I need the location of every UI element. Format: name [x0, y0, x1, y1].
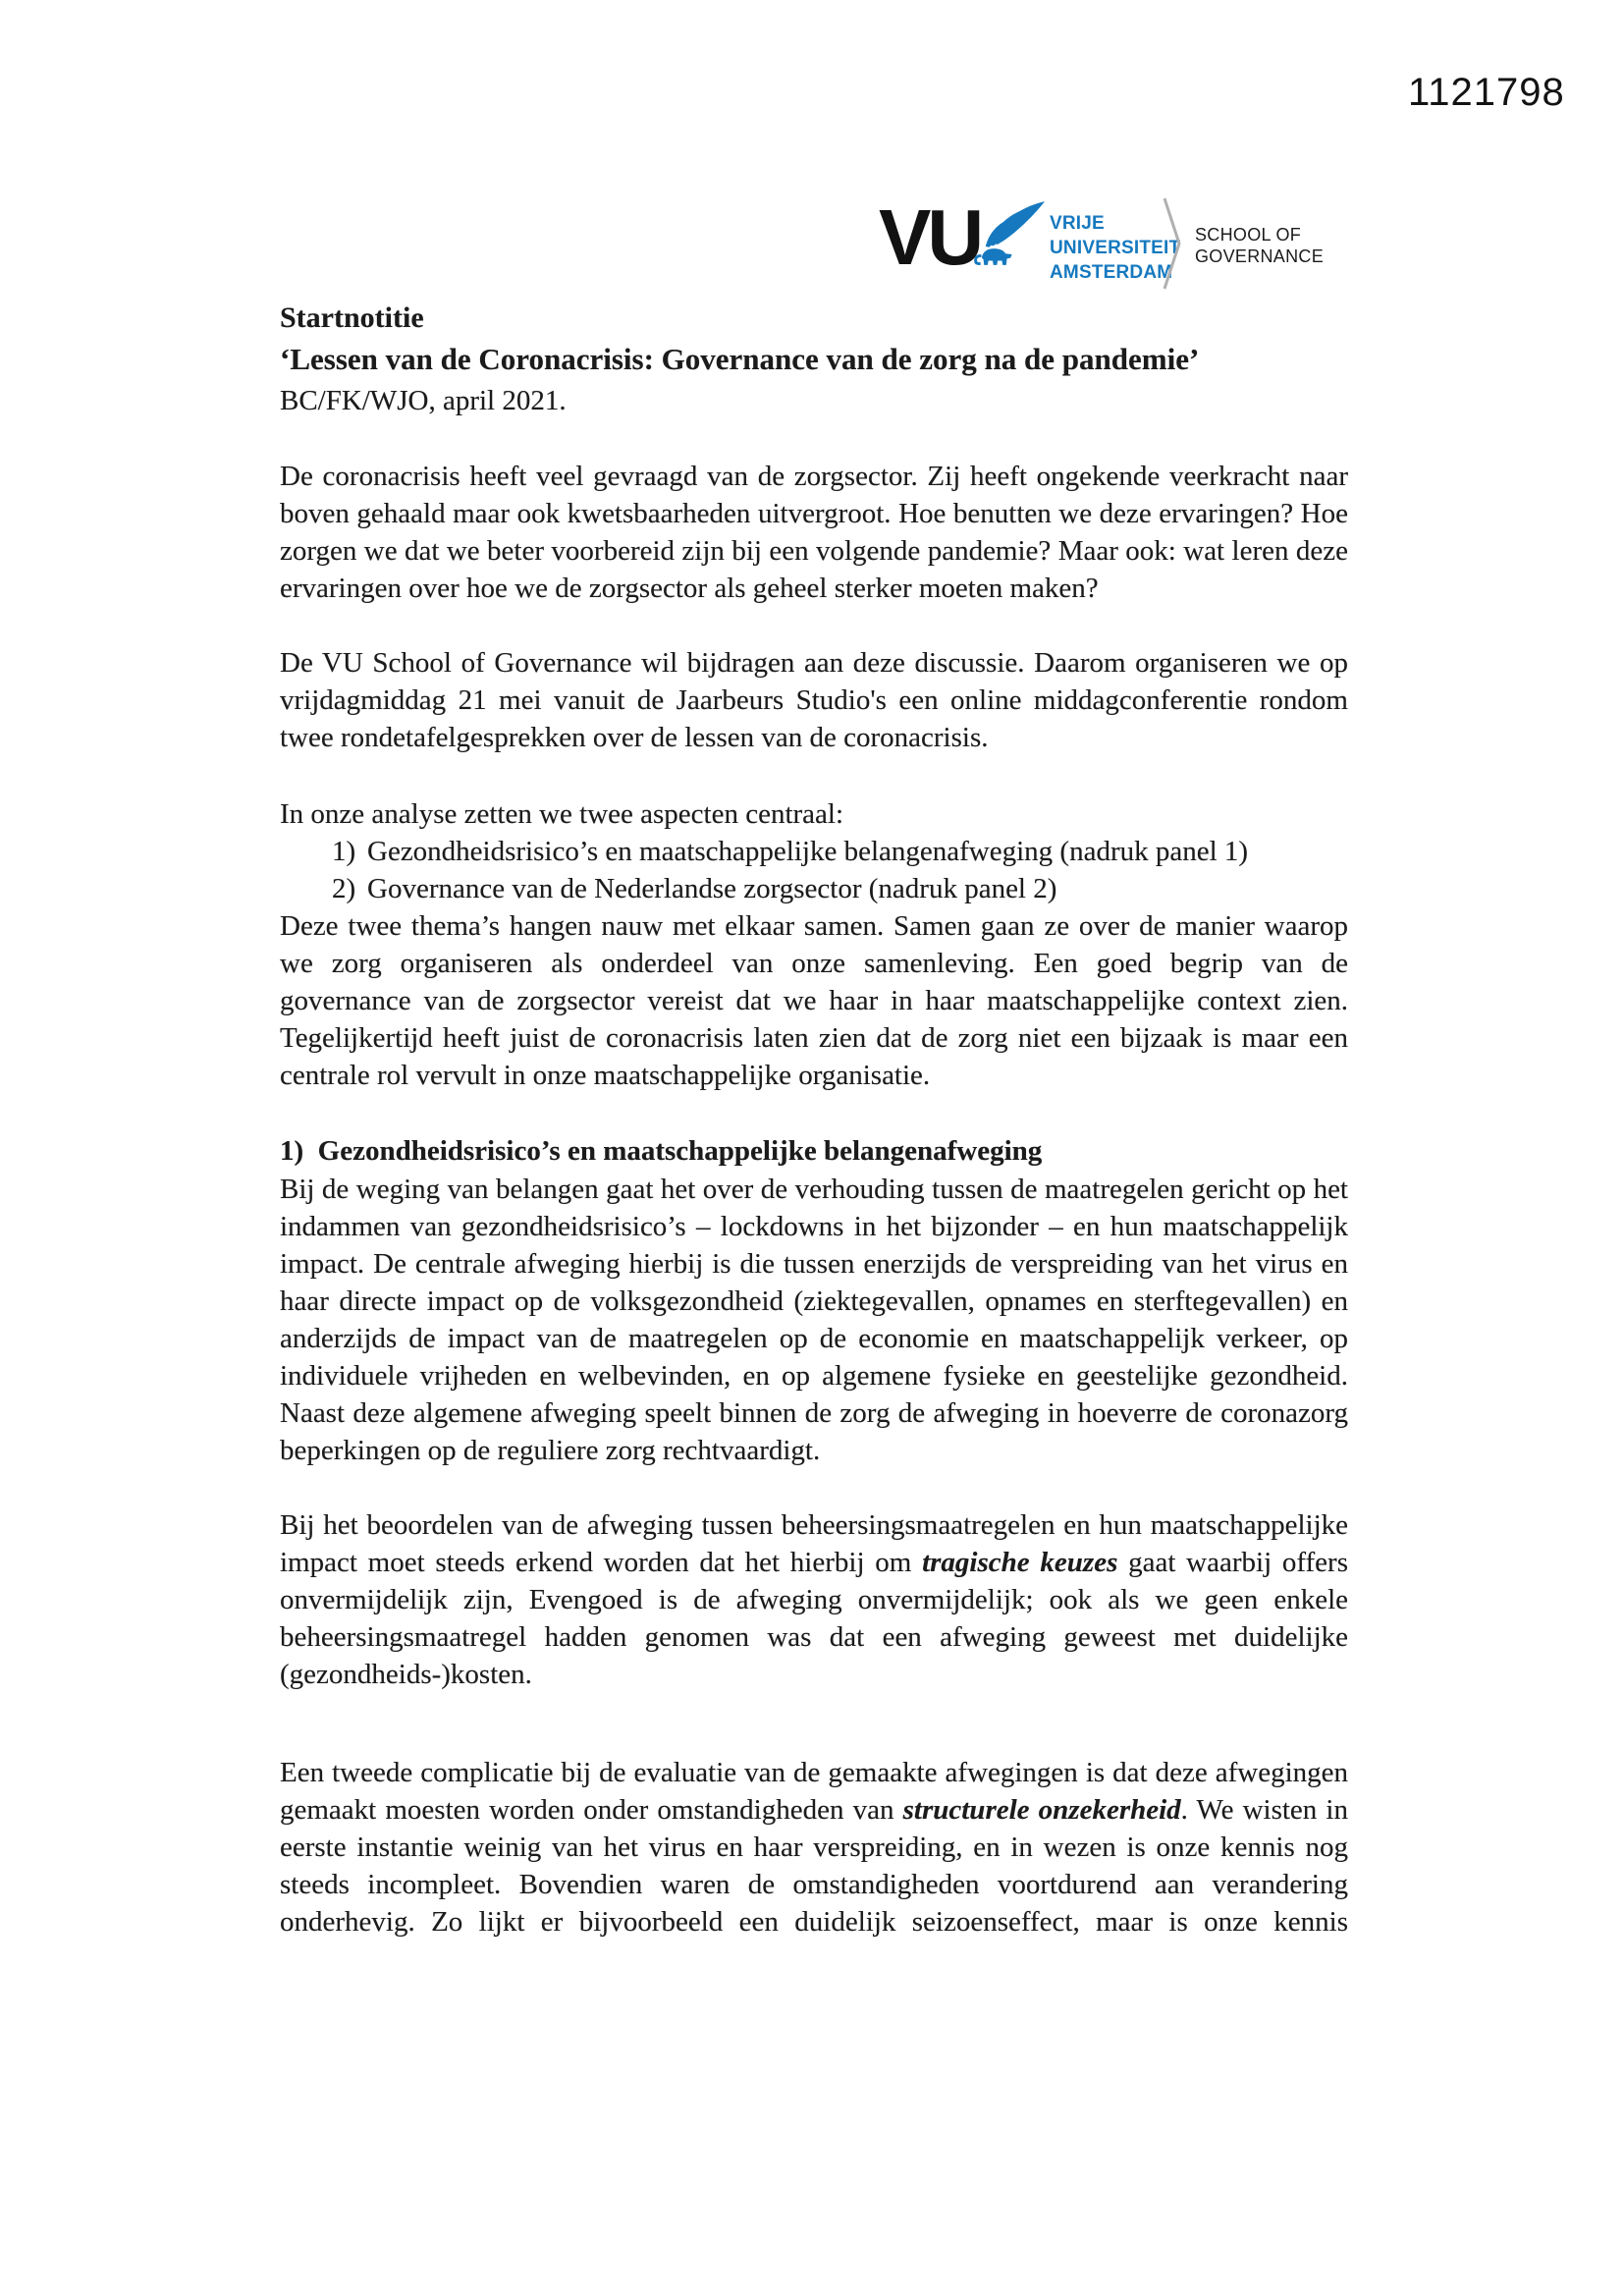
paragraph-text: . We wisten in eerste instantie weinig van het virus en haar verspreiding, en in wezen is onze kennis nog steeds incompleet. Bovendien waren de omstandigheden voortdurend aan verandering onderhevig. Zo lijkt er bijvoorbeeld een duidelijk seizoenseffect, maar is onze kennis: [280, 1794, 1348, 1938]
section-heading-1: 1) Gezondheidsrisico’s en maatschappelijke belangenafweging: [280, 1135, 1043, 1167]
university-name-line: UNIVERSITEIT: [1050, 238, 1181, 258]
vu-wordmark: VU: [879, 193, 981, 281]
list-marker: 1): [332, 836, 356, 867]
aspects-list: [280, 795, 1348, 907]
document-dateline: BC/FK/WJO, april 2021.: [280, 385, 567, 416]
emphasis-tragische-keuzes: tragische keuzes: [922, 1547, 1118, 1578]
paragraph-structurele-onzekerheid: [280, 1754, 1348, 1941]
list-item: [280, 833, 1348, 870]
school-name-line: SCHOOL OF: [1195, 225, 1302, 245]
university-name-line: VRIJE: [1050, 213, 1105, 234]
paragraph-text: Een tweede complicatie bij de evaluatie van de gemaakte afwegingen is dat deze afwegingen gemaakt moesten worden onder omstandigheden van: [280, 1757, 1348, 1826]
paragraph-tragische-keuzes: [280, 1506, 1348, 1693]
list-marker: 2): [332, 873, 356, 904]
document-body: [280, 299, 1348, 1941]
list-item-text: Governance van de Nederlandse zorgsector (nadruk panel 2): [367, 873, 1057, 904]
list-item-text: Gezondheidsrisico’s en maatschappelijke belangenafweging (nadruk panel 1): [367, 836, 1249, 867]
document-number: 1121798: [1408, 71, 1565, 114]
document-title: ‘Lessen van de Coronacrisis: Governance van de zorg na de pandemie’: [280, 342, 1200, 376]
paragraph-text: Bij het beoordelen van de afweging tussen beheersingsmaatregelen en hun maatschappelijke impact moet steeds erkend worden dat het hierbij om: [280, 1509, 1348, 1578]
list-item: [280, 870, 1348, 907]
paragraph-themes: Deze twee thema’s hangen nauw met elkaar samen. Samen gaan ze over de manier waarop we zorg organiseren als onderdeel van onze samenleving. Een goed begrip van de governance van de zorgsector vereist dat we haar in haar maatschappelijke context zien. Tegelijkertijd heeft juist de coronacrisis laten zien dat de zorg niet een bijzaak is maar een centrale rol vervult in onze maatschappelijke organisatie.: [280, 910, 1348, 1091]
document-kicker: Startnotitie: [280, 301, 424, 334]
university-name-line: AMSTERDAM: [1050, 262, 1173, 283]
paragraph-vu-school: De VU School of Governance wil bijdragen aan deze discussie. Daarom organiseren we op vrijdagmiddag 21 mei vanuit de Jaarbeurs Studio's een online middagconferentie rondom twee rondetafelgesprekken over de lessen van de coronacrisis.: [280, 647, 1348, 753]
school-name-line: GOVERNANCE: [1195, 246, 1325, 266]
list-intro: In onze analyse zetten we twee aspecten centraal:: [280, 798, 844, 830]
paragraph-weging: Bij de weging van belangen gaat het over de verhouding tussen de maatregelen gericht op het indammen van gezondheidsrisico’s – lockdowns in het bijzonder – en hun maatschappelijk impact. De centrale afweging hierbij is die tussen enerzijds de verspreiding van het virus en haar directe impact op de volksgezondheid (ziektegevallen, opnames en sterftegevallen) en anderzijds de impact van de maatregelen op de economie en maatschappelijk verkeer, op individuele vrijheden en welbevinden, en op algemene fysieke en geestelijke gezondheid. Naast deze algemene afweging speelt binnen de zorg de afweging in hoeverre de coronazorg beperkingen op de reguliere zorg rechtvaardigt.: [280, 1174, 1348, 1466]
griffin-icon: [969, 194, 1048, 275]
emphasis-structurele-onzekerheid: structurele onzekerheid: [902, 1794, 1181, 1826]
chevron-divider-icon: [1161, 196, 1184, 291]
paragraph-text: gaat waarbij offers onvermijdelijk zijn, Evengoed is de afweging onvermijdelijk; ook als we geen enkele beheersingsmaatregel hadden genomen was dat een afweging geweest met duidelijke (gezondheids-)kosten.: [280, 1547, 1348, 1690]
school-name: [1195, 224, 1324, 267]
vu-logo: [879, 193, 1325, 302]
paragraph-intro-coronacrisis: De coronacrisis heeft veel gevraagd van de zorgsector. Zij heeft ongekende veerkracht naar boven gehaald maar ook kwetsbaarheden uitvergroot. Hoe benutten we deze ervaringen? Hoe zorgen we dat we beter voorbereid zijn bij een volgende pandemie? Maar ook: wat leren deze ervaringen over hoe we de zorgsector als geheel sterker moeten maken?: [280, 461, 1348, 604]
